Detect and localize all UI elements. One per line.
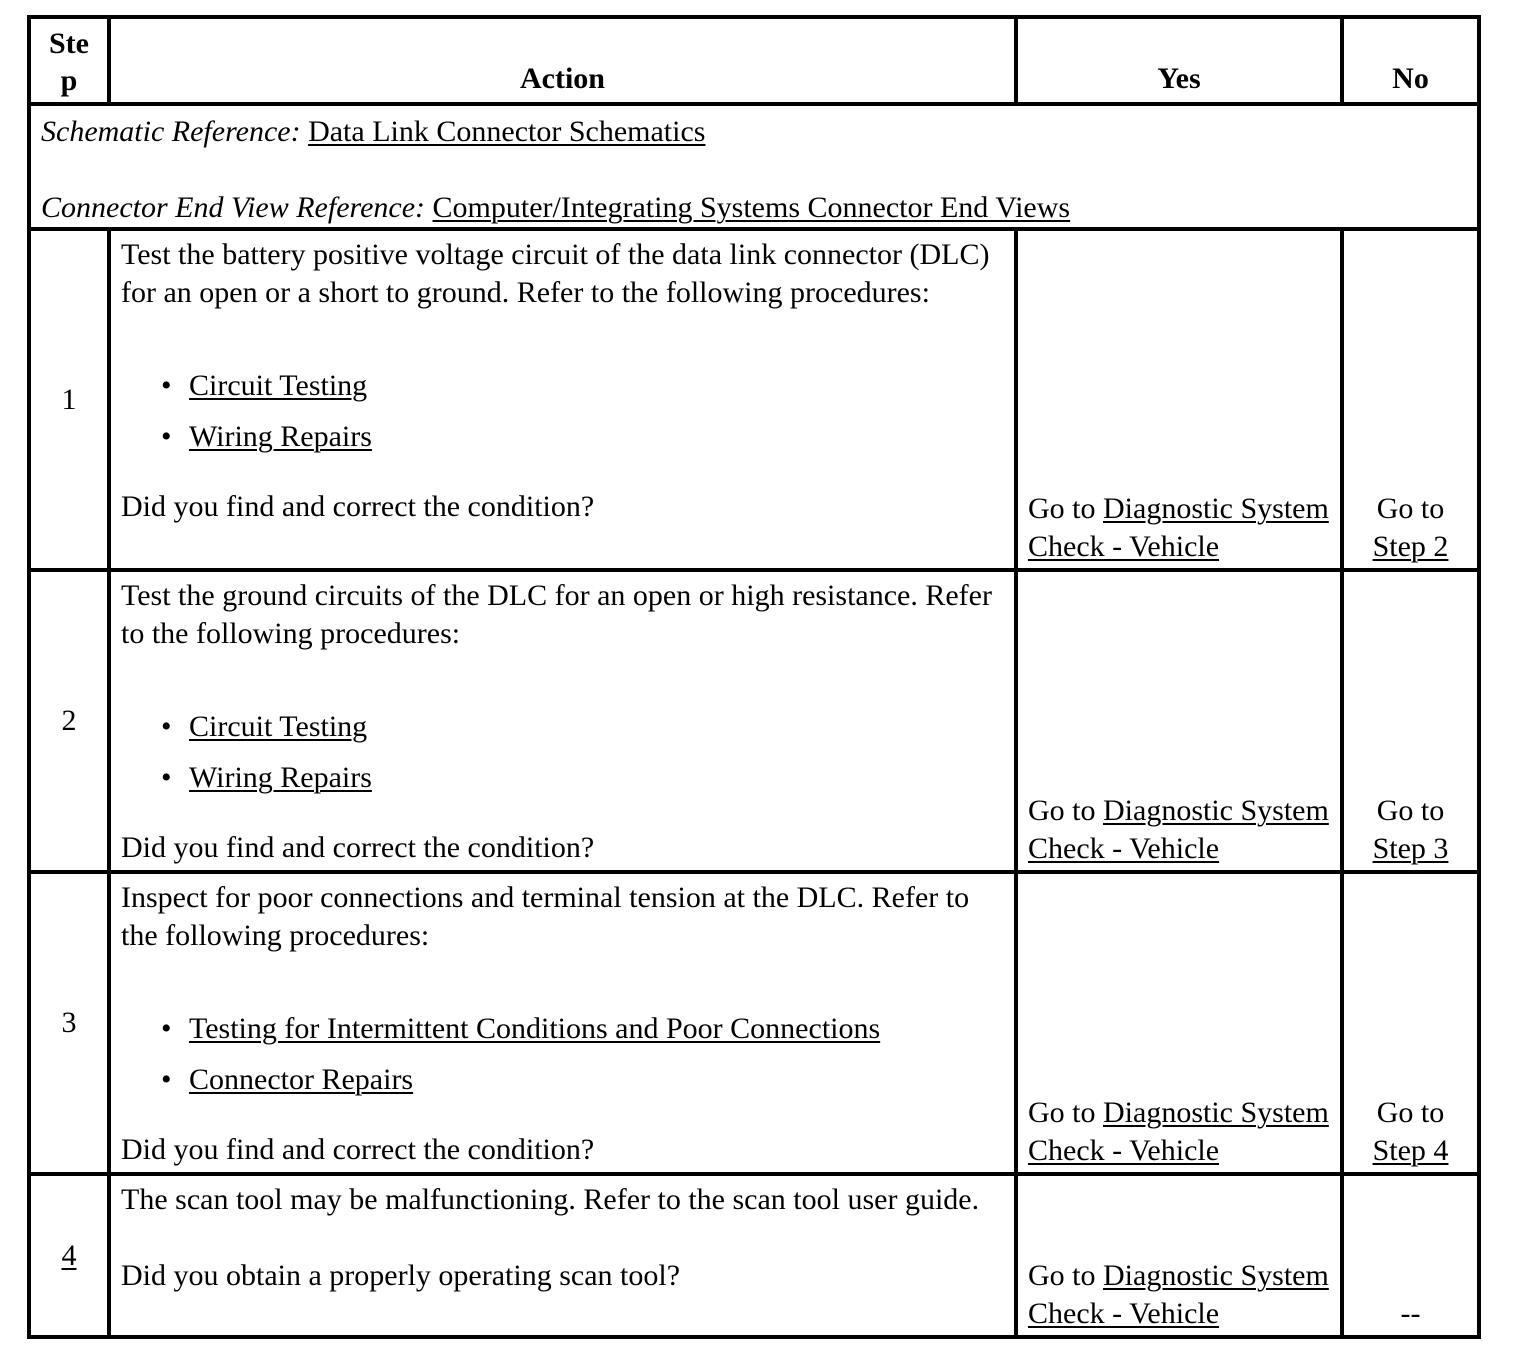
list-item xyxy=(161,1054,1008,1105)
action-text: Inspect for poor connections and terminal tension at the DLC. Refer to the following procedures: xyxy=(121,881,970,952)
yes-cell: Go to Diagnostic System Check - Vehicle xyxy=(1016,229,1342,570)
diagnostic-table xyxy=(27,15,1481,1339)
step-number-link[interactable]: 4 xyxy=(29,1174,109,1337)
yes-link[interactable]: Diagnostic System Check - Vehicle xyxy=(1028,1259,1329,1330)
yes-cell: Go to Diagnostic System Check - Vehicle xyxy=(1016,570,1342,872)
list-item xyxy=(161,752,1008,803)
action-cell xyxy=(109,872,1016,1174)
procedure-link[interactable]: Circuit Testing xyxy=(189,710,368,743)
header-row xyxy=(29,17,1479,104)
no-cell: Go to Step 4 xyxy=(1342,872,1479,1174)
header-action: Action xyxy=(109,17,1016,104)
header-yes: Yes xyxy=(1016,17,1342,104)
procedure-link[interactable]: Testing for Intermittent Conditions and Poor Connections xyxy=(189,1012,881,1045)
header-no: No xyxy=(1342,17,1479,104)
procedure-link[interactable]: Circuit Testing xyxy=(189,369,368,402)
question-text: Did you find and correct the condition? xyxy=(121,490,595,523)
table-row xyxy=(29,229,1479,570)
yes-cell: Go to Diagnostic System Check - Vehicle xyxy=(1016,1174,1342,1337)
bullet-icon: • xyxy=(161,1012,172,1045)
step-number: 1 xyxy=(29,229,109,570)
list-item xyxy=(161,360,1008,411)
action-cell xyxy=(109,570,1016,872)
action-cell xyxy=(109,229,1016,570)
table-row xyxy=(29,570,1479,872)
no-cell: -- xyxy=(1342,1174,1479,1337)
schematic-reference-label: Schematic Reference: xyxy=(41,115,301,148)
bullet-icon: • xyxy=(161,420,172,453)
bullet-icon: • xyxy=(161,761,172,794)
bullet-icon: • xyxy=(161,710,172,743)
header-step: Ste p xyxy=(29,17,109,104)
table-row xyxy=(29,1174,1479,1337)
action-cell xyxy=(109,1174,1016,1337)
list-item xyxy=(161,411,1008,462)
no-link[interactable]: Step 3 xyxy=(1372,832,1449,865)
bullet-icon: • xyxy=(161,1063,172,1096)
action-text: Test the ground circuits of the DLC for an open or high resistance. Refer to the following procedures: xyxy=(121,579,992,650)
no-link[interactable]: Step 4 xyxy=(1372,1134,1449,1167)
list-item xyxy=(161,701,1008,752)
no-cell: Go to Step 2 xyxy=(1342,229,1479,570)
list-item xyxy=(161,1003,1008,1054)
yes-cell: Go to Diagnostic System Check - Vehicle xyxy=(1016,872,1342,1174)
no-cell: Go to Step 3 xyxy=(1342,570,1479,872)
reference-row xyxy=(29,104,1479,229)
procedure-link[interactable]: Wiring Repairs xyxy=(189,420,372,453)
question-text: Did you obtain a properly operating scan tool? xyxy=(121,1259,681,1292)
table-row xyxy=(29,872,1479,1174)
procedure-link[interactable]: Connector Repairs xyxy=(189,1063,414,1096)
question-text: Did you find and correct the condition? xyxy=(121,831,595,864)
action-text: The scan tool may be malfunctioning. Refer to the scan tool user guide. xyxy=(121,1183,980,1216)
no-link[interactable]: Step 2 xyxy=(1372,530,1449,563)
action-text: Test the battery positive voltage circuit of the data link connector (DLC) for an open or a short to ground. Refer to the following procedures: xyxy=(121,238,990,309)
bullet-icon: • xyxy=(161,369,172,402)
connector-reference-label: Connector End View Reference: xyxy=(41,191,426,224)
procedure-list xyxy=(121,1003,1008,1105)
yes-link[interactable]: Diagnostic System Check - Vehicle xyxy=(1028,492,1329,563)
procedure-link[interactable]: Wiring Repairs xyxy=(189,761,372,794)
references-cell xyxy=(29,104,1479,229)
procedure-list xyxy=(121,701,1008,803)
procedure-list xyxy=(121,360,1008,462)
yes-link[interactable]: Diagnostic System Check - Vehicle xyxy=(1028,1096,1329,1167)
step-number: 2 xyxy=(29,570,109,872)
connector-reference-link[interactable]: Computer/Integrating Systems Connector End Views xyxy=(432,191,1071,224)
question-text: Did you find and correct the condition? xyxy=(121,1133,595,1166)
schematic-reference-link[interactable]: Data Link Connector Schematics xyxy=(308,115,706,148)
yes-link[interactable]: Diagnostic System Check - Vehicle xyxy=(1028,794,1329,865)
step-number: 3 xyxy=(29,872,109,1174)
